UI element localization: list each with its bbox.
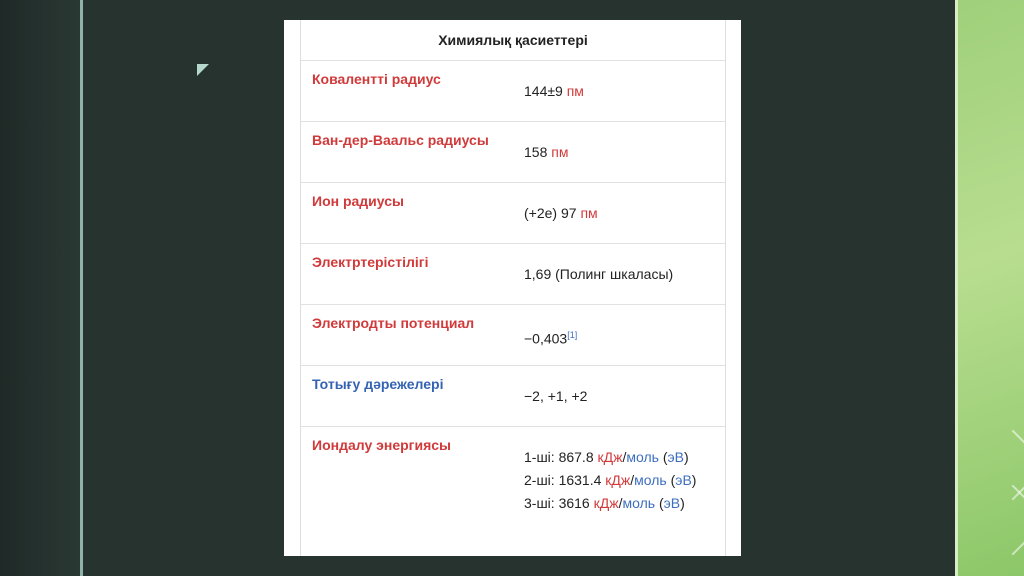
row-label-link[interactable]: Ковалентті радиус (312, 71, 441, 87)
corner-triangle-icon (197, 64, 209, 76)
table-row (301, 244, 725, 305)
row-label-link[interactable]: Ион радиусы (312, 193, 404, 209)
unit-link[interactable]: эВ (663, 495, 681, 511)
unit-link[interactable]: эВ (675, 472, 692, 488)
unit-link[interactable]: кДж (597, 449, 623, 465)
row-value: 1,69 (Полинг шкаласы) (524, 266, 674, 282)
row-value: 144±9 пм (524, 83, 584, 99)
table-row (301, 122, 725, 183)
table-row (301, 427, 725, 557)
right-green-strip (958, 0, 1024, 576)
table-row (301, 305, 725, 366)
row-label-link[interactable]: Электродты потенциал (312, 315, 475, 331)
row-value: −0,403[1] (524, 330, 578, 347)
row-label-link[interactable]: Иондалу энергиясы (312, 437, 452, 453)
reference-link[interactable]: [1] (567, 330, 578, 340)
table-title: Химиялық қасиеттері (301, 20, 725, 61)
row-label-link[interactable]: Тотығу дәрежелері (312, 376, 444, 392)
row-value: (+2e) 97 пм (524, 205, 598, 221)
table-row (301, 366, 725, 427)
unit-link[interactable]: моль (622, 495, 656, 511)
unit-link[interactable]: эВ (667, 449, 684, 465)
infobox-card (284, 20, 741, 556)
table-row (301, 183, 725, 244)
unit-link[interactable]: моль (634, 472, 667, 488)
row-label-link[interactable]: Электртерістілігі (312, 254, 429, 270)
row-label-link[interactable]: Ван-дер-Ваальс радиусы (312, 132, 489, 148)
chevron-decoration-icon (978, 485, 1024, 556)
unit-link[interactable]: пм (566, 83, 584, 99)
row-value: 1-ші: 867.8 кДж/моль (эВ) 2-ші: 1631.4 кДж/моль (эВ) 3-ші: 3616 кДж/моль (эВ) (524, 449, 697, 511)
table-row (301, 61, 725, 122)
unit-link[interactable]: кДж (593, 495, 619, 511)
row-value: −2, +1, +2 (524, 388, 588, 404)
row-value: 158 пм (524, 144, 569, 160)
unit-link[interactable]: пм (551, 144, 569, 160)
unit-link[interactable]: кДж (605, 472, 631, 488)
unit-link[interactable]: пм (580, 205, 598, 221)
unit-link[interactable]: моль (626, 449, 659, 465)
left-dark-strip (0, 0, 80, 576)
properties-table (300, 20, 726, 556)
